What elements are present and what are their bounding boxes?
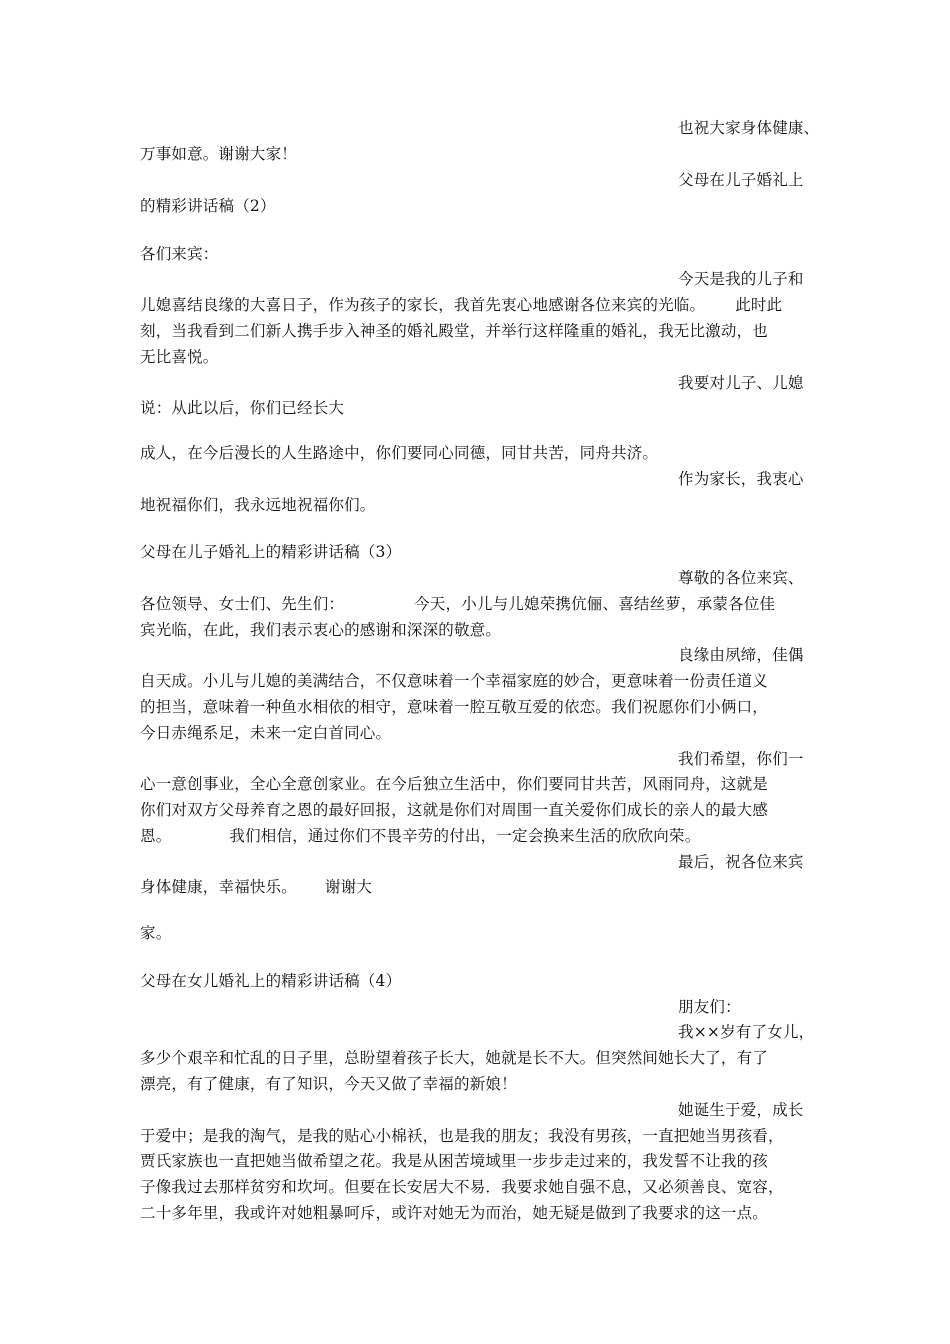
text-line: 也祝大家身体健康、 [678,119,820,137]
text-line: 多少个艰辛和忙乱的日子里，总盼望着孩子长大，她就是长不大。但突然间她长大了，有了 [140,1049,769,1067]
text-line: 自天成。小儿与儿媳的美满结合，不仅意味着一个幸福家庭的妙合，更意味着一份责任道义 [140,672,769,690]
text-line: 父母在儿子婚礼上 [678,171,804,189]
text-line: 你们对双方父母养育之恩的最好回报，这就是你们对周围一直关爱你们成长的亲人的最大感 [140,801,769,819]
text-line: 她诞生于爱，成长 [678,1101,804,1119]
text-line: 家。 [140,924,172,942]
text-line: 良缘由夙缔，佳偶 [678,646,804,664]
text-line: 我们希望，你们一 [678,750,804,768]
text-line: 的担当，意味着一种鱼水相依的相守，意味着一腔互敬互爱的依恋。我们祝愿你们小俩口， [140,698,769,716]
text-line: 朋友们： [678,998,741,1016]
text-line: 万事如意。谢谢大家！ [140,145,298,163]
text-line: 刻，当我看到二们新人携手步入神圣的婚礼殿堂，并举行这样隆重的婚礼，我无比激动，也 [140,322,769,340]
text-line: 恩。 我们相信，通过你们不畏辛劳的付出，一定会换来生活的欣欣向荣。 [140,827,701,845]
section-title: 父母在儿子婚礼上的精彩讲话稿（3） [140,543,402,561]
text-line: 我××岁有了女儿， [678,1023,815,1041]
section-title: 父母在女儿婚礼上的精彩讲话稿（4） [140,972,402,990]
text-line: 各们来宾： [140,245,219,263]
text-line: 漂亮，有了健康，有了知识，今天又做了幸福的新娘！ [140,1075,517,1093]
text-line: 我要对儿子、儿媳 [678,374,804,392]
text-line: 心一意创事业，全心全意创家业。在今后独立生活中，你们要同甘共苦，风雨同舟，这就是 [140,775,769,793]
text-line: 二十多年里，我或许对她粗暴呵斥，或许对她无为而治，她无疑是做到了我要求的这一点。 [140,1204,769,1222]
text-line: 宾光临，在此，我们表示衷心的感谢和深深的敬意。 [140,621,502,639]
text-line: 最后，祝各位来宾 [678,853,804,871]
text-line: 儿媳喜结良缘的大喜日子，作为孩子的家长，我首先衷心地感谢各位来宾的光临。 此时此 [140,296,783,314]
text-line: 贾氏家族也一直把她当做希望之花。我是从困苦境域里一步步走过来的，我发誓不让我的孩 [140,1152,769,1170]
text-line: 身体健康，幸福快乐。 谢谢大 [140,878,373,896]
text-line: 子像我过去那样贫穷和坎坷。但要在长安居大不易．我要求她自强不息，又必须善良、宽容， [140,1178,784,1196]
text-line: 的精彩讲话稿（2） [140,197,276,215]
text-line: 尊敬的各位来宾、 [678,569,804,587]
text-line: 今日赤绳系足，未来一定白首同心。 [140,724,392,742]
text-line: 今天是我的儿子和 [678,270,804,288]
text-line: 作为家长，我衷心 [678,470,804,488]
text-line: 成人，在今后漫长的人生路途中，你们要同心同德，同甘共苦，同舟共济。 [140,444,659,462]
text-line: 各位领导、女士们、先生们： 今天，小儿与儿媳荣携伉俪、喜结丝萝，承蒙各位佳 [140,595,776,613]
text-line: 说：从此以后，你们已经长大 [140,399,345,417]
text-line: 地祝福你们，我永远地祝福你们。 [140,496,376,514]
text-line: 无比喜悦。 [140,348,219,366]
text-line: 于爱中；是我的淘气，是我的贴心小棉袄，也是我的朋友；我没有男孩，一直把她当男孩看， [140,1127,784,1145]
